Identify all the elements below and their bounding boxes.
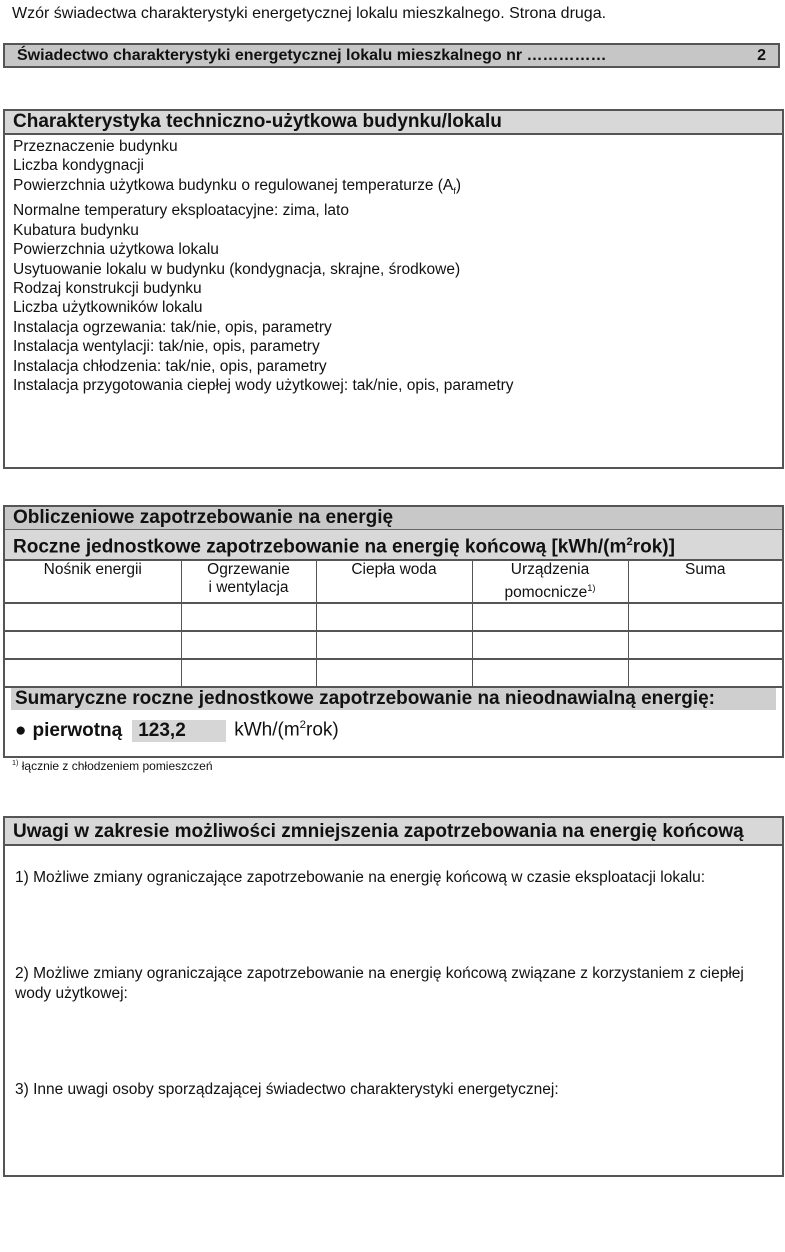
- energy-demand-header: Obliczeniowe zapotrzebowanie na energię: [5, 507, 782, 530]
- column-header: [316, 561, 472, 603]
- column-header-line: Urządzenia: [510, 561, 590, 579]
- characteristics-item: Instalacja chłodzenia: tak/nie, opis, parametry: [13, 357, 327, 375]
- subheader-text: Roczne jednostkowe zapotrzebowanie na energię końcową [kWh/(m: [13, 536, 627, 558]
- primary-energy-label: pierwotną: [32, 719, 123, 741]
- page-caption: Wzór świadectwa charakterystyki energetycznej lokalu mieszkalnego. Strona druga.: [12, 5, 607, 22]
- table-cell[interactable]: [472, 603, 628, 631]
- primary-energy-unit: [234, 719, 339, 741]
- characteristics-header: Charakterystyka techniczno-użytkowa budynku/lokalu: [5, 111, 782, 135]
- remark-item: 3) Inne uwagi osoby sporządzającej świadectwo charakterystyki energetycznej:: [15, 1081, 559, 1098]
- characteristics-item: Instalacja wentylacji: tak/nie, opis, parametry: [13, 338, 320, 356]
- table-cell[interactable]: [628, 659, 782, 687]
- table-row: [5, 659, 782, 687]
- characteristics-item-text: Powierzchnia użytkowa budynku o regulowanej temperaturze (A: [13, 176, 454, 194]
- characteristics-item: Liczba kondygnacji: [13, 157, 144, 175]
- table-cell[interactable]: [181, 631, 316, 659]
- characteristics-item: Powierzchnia użytkowa lokalu: [13, 241, 219, 259]
- remarks-section: [3, 816, 784, 1177]
- characteristics-item: Kubatura budynku: [13, 221, 139, 239]
- unit-text: kWh/(m: [234, 719, 300, 741]
- page-number: 2: [757, 46, 766, 64]
- table-cell[interactable]: [181, 603, 316, 631]
- table-cell[interactable]: [181, 659, 316, 687]
- subheader-sup: 2: [626, 536, 633, 548]
- table-cell[interactable]: [472, 631, 628, 659]
- primary-energy-row: [5, 719, 782, 741]
- remark-item: 2) Możliwe zmiany ograniczające zapotrzebowanie na energię końcową związane z korzystaniem z ciepłej wody użytkowej:: [15, 965, 744, 1002]
- characteristics-item: Usytuowanie lokalu w budynku (kondygnacja, skrajne, środkowe): [13, 260, 461, 278]
- characteristics-item: Przeznaczenie budynku: [13, 138, 178, 155]
- column-header-line: [473, 579, 628, 602]
- energy-demand-section: [3, 505, 784, 758]
- column-header: [628, 561, 782, 603]
- characteristics-item: Instalacja przygotowania ciepłej wody użytkowej: tak/nie, opis, parametry: [13, 376, 514, 394]
- unit-sup: 2: [299, 719, 306, 732]
- certificate-title: Świadectwo charakterystyki energetycznej lokalu mieszkalnego nr ……………: [17, 46, 607, 64]
- subheader-text-end: rok)]: [632, 536, 675, 558]
- column-header-line: i wentylacja: [208, 579, 289, 597]
- characteristics-item: [13, 176, 774, 202]
- table-row: [5, 603, 782, 631]
- energy-demand-subheader: [5, 530, 782, 561]
- footnote-marker: 1): [587, 583, 596, 594]
- energy-table: [5, 561, 782, 688]
- column-header: [472, 561, 628, 603]
- table-row: [5, 631, 782, 659]
- characteristics-item: Instalacja ogrzewania: tak/nie, opis, parametry: [13, 318, 332, 336]
- footnote-marker: 1): [12, 758, 19, 767]
- characteristics-item: Liczba użytkowników lokalu: [13, 299, 203, 317]
- bullet-icon: ●: [15, 719, 27, 741]
- table-cell[interactable]: [628, 603, 782, 631]
- area-close: ): [455, 176, 462, 194]
- remarks-header: Uwagi w zakresie możliwości zmniejszenia zapotrzebowania na energię końcową: [5, 818, 782, 846]
- characteristics-item: Normalne temperatury eksploatacyjne: zima, lato: [13, 202, 349, 220]
- table-cell[interactable]: [316, 659, 472, 687]
- table-cell[interactable]: [316, 603, 472, 631]
- table-cell[interactable]: [628, 631, 782, 659]
- summary-title: Sumaryczne roczne jednostkowe zapotrzebowanie na nieodnawialną energię:: [11, 688, 776, 710]
- primary-energy-value: 123,2: [132, 720, 226, 742]
- footnote-text: łącznie z chłodzeniem pomieszczeń: [18, 759, 213, 773]
- characteristics-section: [3, 109, 784, 469]
- characteristics-item: Rodzaj konstrukcji budynku: [13, 279, 202, 297]
- table-cell[interactable]: [5, 631, 181, 659]
- column-header-line: Ogrzewanie: [207, 561, 290, 579]
- remark-item: 1) Możliwe zmiany ograniczające zapotrzebowanie na energię końcową w czasie eksploatacji lokalu:: [15, 869, 706, 886]
- area-subscript: f: [453, 185, 456, 196]
- table-cell[interactable]: [5, 603, 181, 631]
- column-header-line: Nośnik energii: [43, 561, 142, 579]
- table-cell[interactable]: [316, 631, 472, 659]
- column-header-text: pomocnicze: [504, 584, 588, 602]
- table-cell[interactable]: [472, 659, 628, 687]
- column-header-line: Ciepła woda: [351, 561, 437, 579]
- column-header: [181, 561, 316, 603]
- unit-text-end: rok): [306, 719, 339, 741]
- table-cell[interactable]: [5, 659, 181, 687]
- characteristics-list: [5, 135, 782, 397]
- footnote: [12, 758, 213, 773]
- column-header-line: Suma: [685, 561, 726, 579]
- column-header: [5, 561, 181, 603]
- certificate-title-bar: [3, 43, 780, 68]
